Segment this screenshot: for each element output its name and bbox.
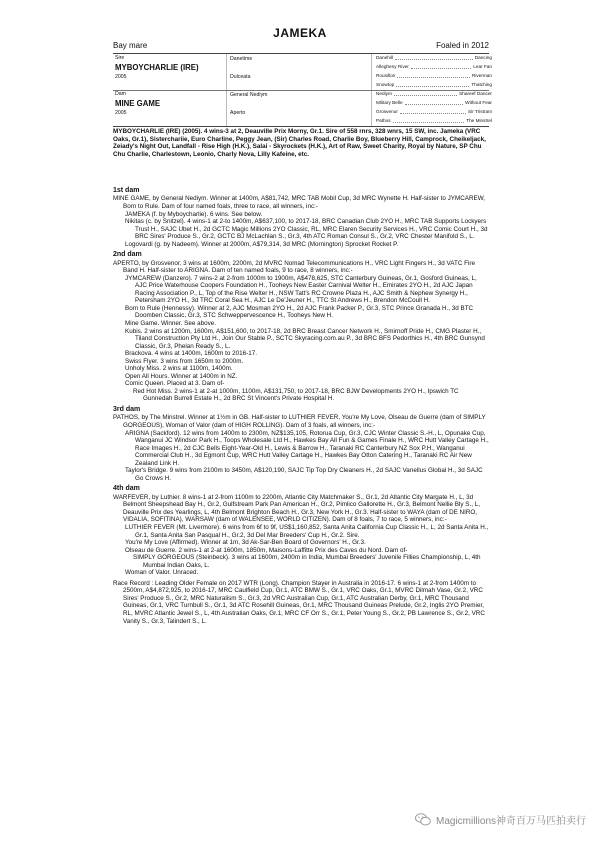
watermark-text: Magicmillions神奇百万马匹拍卖行 (435, 816, 586, 827)
section-heading: 1st dam (113, 187, 140, 194)
gen3-row: Nediym Shareef Dancer (376, 91, 492, 96)
dam-paragraph: APERTO, by Grosvenor. 3 wins at 1600m, 2200m, 2d MVRC Nomad Telecommunications H., VRC Light Fingers H., 3d VATC Fire Band H. Half-sister to ARIGNA. Dam of ten named foals, 9 to race, 8 winners, inc:- (113, 259, 475, 275)
progeny-entry: Woman of Valor. Unraced. (125, 569, 199, 577)
progeny-entry: Logovardi (g. by Nadeem). Winner at 2000m, A$79,314, 3d MRC (Mornington) Sprocket Rocket P. (125, 240, 399, 248)
gen3-row: Danehill Dancing (376, 55, 492, 60)
gen3-row: Pathos The Minstrel (376, 118, 492, 123)
progeny-entry: You're My Love (Affirmed). Winner at 1m, 3d Ak-Sar-Ben Board of Governors' H., Gr.3. (125, 539, 366, 547)
progeny-entry: Swiss Flyer. 3 wins from 1650m to 2000m. (125, 357, 244, 365)
progeny-entry: Open All Hours. Winner at 1400m in NZ. (125, 372, 238, 380)
sire-summary: MYBOYCHARLIE (IRE) (2005). 4 wins-3 at 2, Deauville Prix Morny, Gr.1. Sire of 558 rnrs, 328 wnrs, 15 SW, inc. Jameka (VRC Oaks, Gr.1), Sisterchariie, Euro Charline, Peggy Jean, (Sir) Charles Road, Charlie Boy, Blueberry Hill, Camprock, Cheikeljack, Zeiady's Night Out, Landfall - Rise High (H.K.), Salai - Skyrockets (H.K.), Art of Raw, Sweet Charity, Royal by Nature, SP Chu Chu Charlie, Charlestown, Leonio, Charly Nova, Lilly Kafeine, etc. (113, 128, 486, 158)
family-sections (113, 184, 489, 625)
progeny-entry: Taylor's Bridge. 9 wins from 2100m to 3450m, A$120,190, SAJC Tip Top Dry Cleaners H., 2d SAJC Vanellus Global H., 3d SAJC Go Crows H. (125, 467, 483, 482)
progeny-entry: Kubis. 2 wins at 1200m, 1600m, A$151,600, to 2017-18, 2d BRC Breast Cancer Network H., Smirnoff Pride H., CMG Plaster H., Tiland Construction Pty Ltd H., Join Our Stable P., SCTC Skyracing.com.au P., 3d BRC BFS Pedorthics H., 4th BRC Gunsynd Classic, Gr.3, Phelan Ready S., L. (125, 327, 485, 350)
sire-year: 2005 (115, 74, 127, 80)
progeny-entry: JYMCAREW (Danzero). 7 wins-2 at 2-from 1000m to 1900m, A$478,625, STC Canterbury Guineas, Gr.1, Gosford Guineas, L, AJC Price Waterhouse Coopers Foundation H., Tooheys New Easter Carnival Welter H., Emirates 2YO H., 2d AJC Japan Racing Association P., L, Top of the Rise Welter H., NSW Tatt's RC Crowne Plaza H., AJC Smith & Nephew Synergy H., Petersham 2YO H., 3d TRC Coral Sea H., AJC Le De'Jeuner H., TTC St Andrews H., Brendon McCoull H. (125, 274, 477, 305)
gen3-row: Allegheny River Lear Fan (376, 64, 492, 69)
progeny-entry: Unholy Miss. 2 wins at 1100m, 1400m. (125, 365, 233, 373)
gen2-dam-sire: General Nediym (230, 92, 268, 98)
sex-color: Bay mare (113, 41, 148, 50)
sire-label: Sire (115, 55, 125, 61)
dam-label: Dam (115, 91, 126, 97)
section-heading: 4th dam (113, 485, 140, 493)
foaled-date: Foaled in 2012 (436, 41, 489, 50)
gen3-row: Snowtop Thatching (376, 82, 492, 87)
progeny-entry: Born to Rule (Hennessy). Winner at 2, AJC Mosman 2YO H., 2d AJC Frank Packer P., Gr.3, STC Prince Granada H., 3d BTC Doomben Classic, Gr.3, STC Schweppervescence H., Tooheys New H. (125, 304, 474, 320)
progeny-entry: LUTHIER FEVER (Mt. Livermore). 6 wins from 6f to 9f, US$1,160,852, Santa Anita California Cup Classic H., L, 2d Santa Anita H., Gr.1, Santa Anita San Pasqual H., Gr.2, 3d Del Mar Breeders' Cup H., Gr.2. Sire. (125, 523, 489, 539)
progeny-entry: Nikitas (c. by Snitzel). 4 wins-1 at 2-to 1400m, A$637,100, to 2017-18, BRC Canadian Club 2YO H., MRC TAB Supports Lockyers Trust H., SAJC Ubet H., 2d GCTC Magic Millions 2YO Classic, RL, MRC Elaren Security Services H., VRC Comic Court H., 3d BRC Sires' Produce S., Gr.2, GCTC BJ McLachlan S., Gr.3, 4th ATC Roman Consul S., Gr.2, VRC Chester Manifold S., L. (125, 218, 488, 241)
dam-paragraph: WARFEVER, by Luthier. 8 wins-1 at 2-from 1100m to 2200m, Atlantic City Matchmaker S., Gr.1, 2d Atlantic City Margate H., L, 3d Belmont Sheepshead Bay H., Gr.2, Gulfstream Park Pan American H., Gr.2, Pimlico Gallorette H., Gr.3, Belmont Nellie Bly S., L, Deauville Prix des Yearlings, L, 4th Belmont Brighton Beach H., Gr.3, New York H., Gr.3. Half-sister to WAYA (dam of DE NIRO, VIDALIA, SOFITINA), WARSAW (dam of WALENSEE, WORLD CITIZEN). Dam of 8 foals, 7 to race, 5 winners, inc:- (113, 493, 480, 524)
watermark (415, 812, 586, 827)
grand-progeny-entry: Red Hot Miss. 2 wins-1 at 2-at 1000m, 1100m, A$131,750, to 2017-18, BRC BJW Developments 2YO H., Ipswich TC Gunnedah Burrell Estate H., 2d BRC St Vincent's Private Hospital H. (133, 387, 459, 403)
gen2-sire-sire: Danetime (230, 56, 253, 62)
gen3-row: Grosvenor Sir Tristram (376, 109, 492, 114)
section-heading: 3rd dam (113, 406, 141, 414)
gen2-dam-dam: Aperto (230, 110, 246, 116)
pedigree-table (113, 53, 492, 127)
section-heading: 2nd dam (113, 251, 142, 259)
race-record: Race Record : Leading Older Female on 2017 WTR (Long). Champion Stayer in Australia in 2016-17. 6 wins-1 at 2-from 1400m to 2500m, A$4,872,925, to 2016-17, MRC Caulfield Cup, Gr.1, ATC BMW S., Gr.1, VRC Oaks, Gr.1, MVRC Dilmah Vase, Gr.2, VRC Sires' Produce S., Gr.2, MRC Naturalism S., Gr.3, 2d VRC Australian Cup, Gr.1, ATC Australian Derby, Gr.1, MRC Thousand Guineas, Gr.1, VRC Turnbull S., Gr.1, 3d ATC Rosehill Guineas, Gr.1, MRC Thousand Guineas Prelude, Gr.2, Inglis 2YO Premier, RL, MVRC Atlantic Jewel S., L, 4th Australian Oaks, Gr.1, MRC CF Orr S., Gr.1, Peter Young S., Gr.2, PB Lawrence S., Gr.2, VRC Vanity S., Gr.3, Talindert S., L. (113, 579, 485, 625)
progeny-entry: ARIGNA (Sackford). 12 wins from 1400m to 2300m, NZ$135,105, Rotorua Cup, Gr.3, CJC Winter Classic S.-H., L, Opunake Cup, Wanganui JC Windsor Park H., Toops Wholesale Ltd H., Hawkes Bay All Fun & Games Finale H., WRC Hutt Valley Cartage H., Race Images H., 2d CJC Bells Eight-Year-Old H., Lewis & Barrow H., Taranaki RC Canterbury NZ Sox P.H., Wanganui Commercial Club H., 3d Egmont Cup, WRC Hutt Valley Cartage H., Hawkes Bay Otton Catering H., Taranaki RC Air New Zealand Link H. (125, 429, 489, 467)
progeny-entry: Mine Game. Winner. See above. (125, 320, 217, 328)
progeny-entry: Olseau de Guerre. 2 wins-1 at 2-at 1600m, 1850m, Maisons-Laffitte Prix des Caves du Nord. Dam of- (125, 546, 408, 554)
dam-year: 2005 (115, 110, 127, 116)
gen2-sire-dam: Dulceata (230, 74, 251, 80)
gen3-row: Rousillon Riverman (376, 73, 492, 78)
dam-name: MINE GAME (115, 99, 161, 108)
gen3-row: Military Belle Without Fear (376, 100, 492, 105)
progeny-entry: Brackova. 4 wins at 1400m, 1600m to 2016-17. (125, 350, 257, 358)
grand-progeny-entry: SIMPLY GORGEOUS (Steinbeck). 3 wins at 1600m, 2400m in India, Mumbai Breeders' Juvenile Fillies Championship, L, 4th Mumbai Indian Oaks, L. (133, 554, 481, 569)
dam-paragraph: PATHOS, by The Minstrel. Winner at 1½m in GB. Half-sister to LUTHIER FEVER, You're My Love, Olseau de Guerre (dam of SIMPLY GORGEOUS), Woman of Valor (dam of HIGH ROLLING). Dam of 3 foals, all winners, inc:- (113, 414, 486, 429)
dam-paragraph: MINE GAME, by General Nediym. Winner at 1400m, A$81,742, MRC TAB Mobil Cup, 3d MRC Wynette H. Half-sister to JYMCAREW, Born to Rule. Dam of four named foals, three to race, all winners, inc:- (113, 195, 486, 210)
sire-name: MYBOYCHARLIE (IRE) (115, 63, 199, 72)
progeny-entry: Comic Queen. Placed at 3. Dam of- (125, 380, 225, 388)
wechat-icon (415, 813, 431, 826)
progeny-entry: JAMEKA (f. by Myboycharlie). 6 wins. See below. (125, 210, 263, 218)
page-title: JAMEKA (273, 26, 327, 40)
